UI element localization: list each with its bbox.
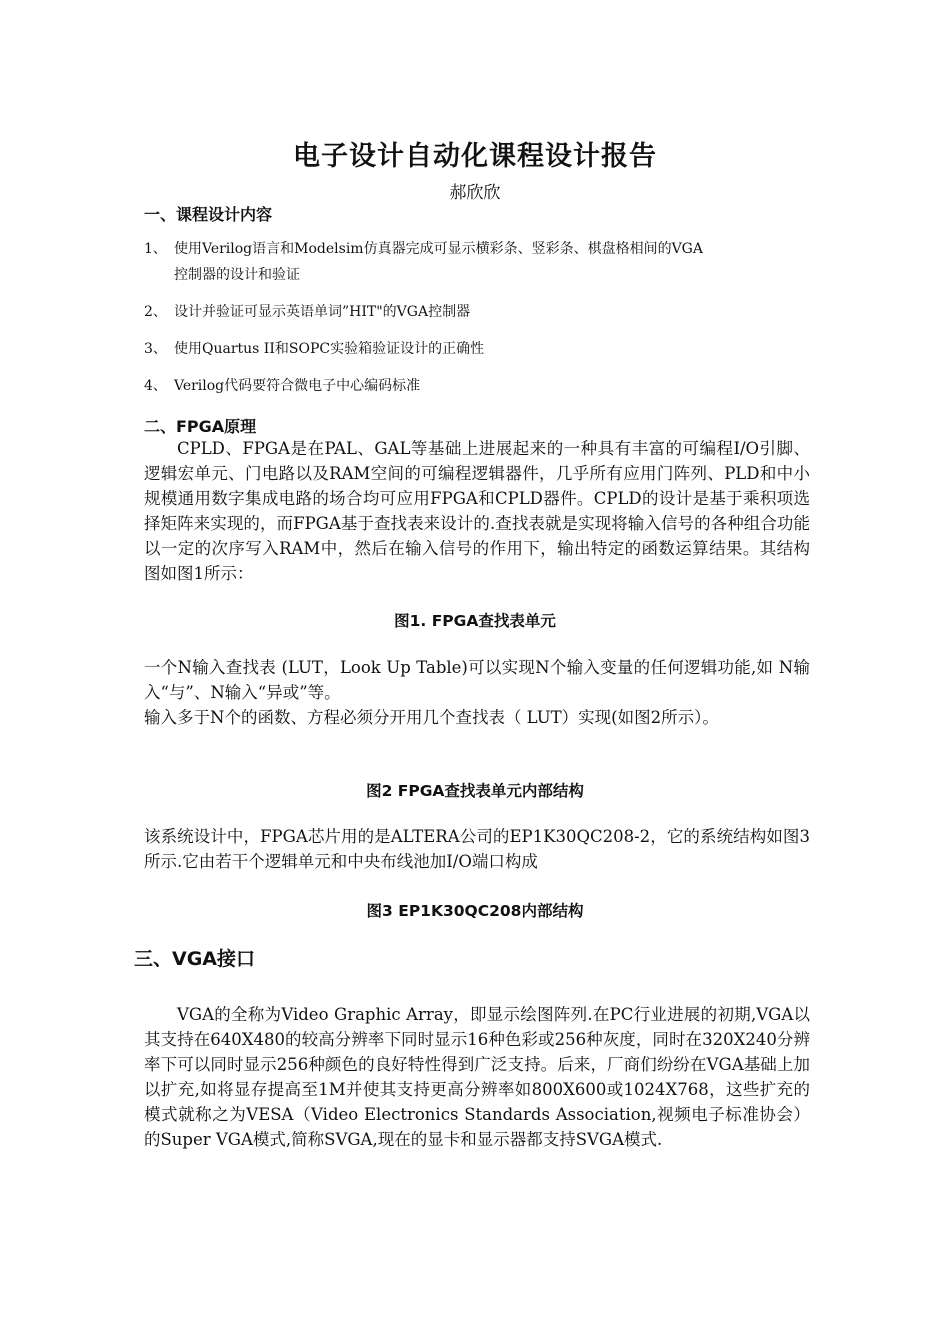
list-item-text-continued: 控制器的设计和验证 [174,267,300,283]
vga-paragraph: VGA的全称为Video Graphic Array，即显示绘图阵列.在PC行业进展的初期,VGA以其支持在640X480的较高分辨率下同时显示16种色彩或256种灰度，同时在320X240分辨率下可以同时显示256种颜色的良好特性得到广泛支持。后来，厂商们纷纷在VGA基础上加以扩充,如将显存提高至1M并使其支持更高分辨率如800X600或1024X768，这些扩充的模式就称之为VESA（Video Electronics Standards Association,视频电子标准协会）的Super VGA模式,简称SVGA,现在的显卡和显示器都支持SVGA模式. [144,1005,810,1149]
figure-1-caption: 图1. FPGA查找表单元 [394,612,556,630]
doc-author: 郝欣欣 [449,183,501,203]
list-item-text: 使用Verilog语言和Modelsim仿真器完成可显示横彩条、竖彩条、棋盘格相间的VGA [174,241,703,257]
list-item-number: 1、 [144,241,167,257]
list-item-number: 3、 [144,341,167,357]
list-item-text: 使用Quartus II和SOPC实验箱验证设计的正确性 [174,341,485,357]
fpga-paragraph-1: CPLD、FPGA是在PAL、GAL等基础上进展起来的一种具有丰富的可编程I/O引脚、逻辑宏单元、门电路以及RAM空间的可编程逻辑器件，几乎所有应用门阵列、PLD和中小规模通用数字集成电路的场合均可应用FPGA和CPLD器件。CPLD的设计是基于乘积项选择矩阵来实现的，而FPGA基于查找表来设计的.查找表就是实现将输入信号的各种组合功能以一定的次序写入RAM中，然后在输入信号的作用下，输出特定的函数运算结果。其结构图如图1所示： [144,439,810,583]
list-item [144,336,814,362]
section1-heading: 一、课程设计内容 [144,205,273,224]
fpga-paragraph-3: 该系统设计中，FPGA芯片用的是ALTERA公司的EP1K30QC208-2，它的系统结构如图3所示.它由若干个逻辑单元和中央布线池加I/O端口构成 [144,827,810,871]
figure-3-caption: 图3 EP1K30QC208内部结构 [366,902,584,920]
doc-title: 电子设计自动化课程设计报告 [293,141,657,172]
fpga-paragraph-2b: 输入多于N个的函数、方程必须分开用几个查找表（ LUT）实现(如图2所示）。 [144,708,719,727]
list-item-number: 4、 [144,378,167,394]
figure-2-caption: 图2 FPGA查找表单元内部结构 [366,782,584,800]
list-item [144,236,814,288]
list-item [144,373,814,399]
list-item-number: 2、 [144,304,167,320]
list-item [144,299,814,325]
section3-heading: 三、VGA接口 [134,948,256,970]
section2-heading: 二、FPGA原理 [144,417,257,436]
list-item-text: Verilog代码要符合微电子中心编码标准 [174,378,421,394]
list-item-text: 设计并验证可显示英语单词”HIT"的VGA控制器 [174,304,471,320]
fpga-paragraph-2a: 一个N输入查找表 (LUT，Look Up Table)可以实现N个输入变量的任何逻辑功能,如 N输入“与”、N输入“异或”等。 [144,658,810,702]
